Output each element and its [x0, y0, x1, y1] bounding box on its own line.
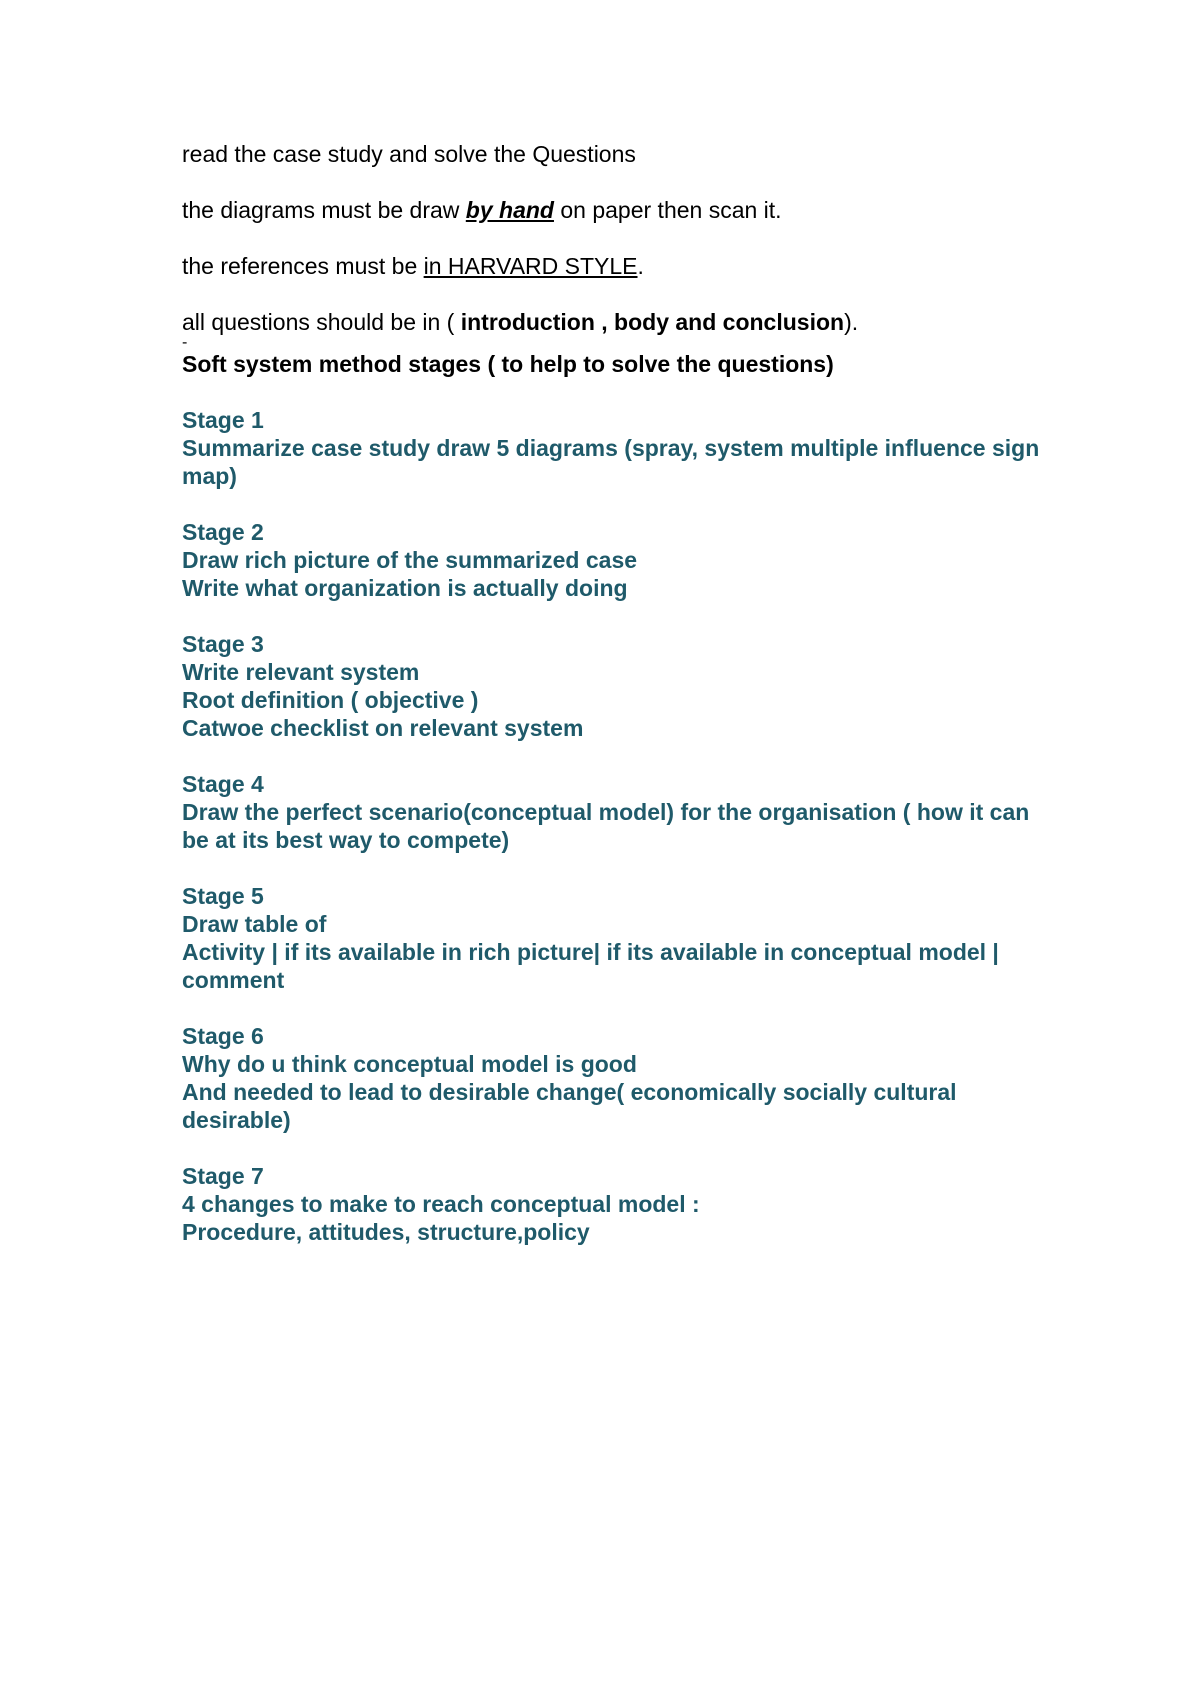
stage-title: Stage 5 [182, 883, 264, 909]
stage-block [182, 630, 1042, 742]
stage-line: Draw the perfect scenario(conceptual model) for the organisation ( how it can be at its best way to compete) [182, 799, 1030, 853]
document-content [182, 140, 1042, 1274]
instruction-references-post: . [637, 253, 644, 279]
stage-block [182, 1022, 1042, 1134]
stage-title: Stage 2 [182, 519, 264, 545]
stage-line: Root definition ( objective ) [182, 687, 479, 713]
stage-block [182, 882, 1042, 994]
by-hand-emphasis: by hand [465, 197, 554, 223]
stage-block [182, 770, 1042, 854]
instruction-read-case-text: read the case study and solve the Questions [182, 141, 636, 167]
instruction-references [182, 252, 1042, 280]
instruction-references-pre: the references must be [182, 253, 424, 279]
stages-heading: Soft system method stages ( to help to solve the questions) [182, 351, 834, 377]
stage-block [182, 1162, 1042, 1246]
stages-list [182, 406, 1042, 1246]
instruction-structure-pre: all questions should be in ( [182, 309, 461, 335]
stage-line: Write what organization is actually doing [182, 575, 628, 601]
instruction-diagrams [182, 196, 1042, 224]
stage-block [182, 518, 1042, 602]
dash-separator: - [182, 334, 188, 351]
stage-block [182, 406, 1042, 490]
stage-title: Stage 4 [182, 771, 264, 797]
stage-line: Draw table of [182, 911, 327, 937]
stage-title: Stage 7 [182, 1163, 264, 1189]
instruction-structure-post: ). [844, 309, 859, 335]
instruction-diagrams-pre: the diagrams must be draw [182, 197, 466, 223]
stage-line: Procedure, attitudes, structure,policy [182, 1219, 590, 1245]
harvard-style-underlined: in HARVARD STYLE [423, 253, 638, 279]
instruction-structure [182, 308, 1042, 336]
stage-line: Activity | if its available in rich picture| if its available in conceptual model | comment [182, 939, 999, 993]
stage-title: Stage 6 [182, 1023, 264, 1049]
stage-line: Catwoe checklist on relevant system [182, 715, 584, 741]
stage-title: Stage 3 [182, 631, 264, 657]
instruction-read-case [182, 140, 1042, 168]
stage-line: 4 changes to make to reach conceptual model : [182, 1191, 700, 1217]
structure-bold: introduction , body and conclusion [460, 309, 845, 335]
stage-title: Stage 1 [182, 407, 264, 433]
stage-line: Summarize case study draw 5 diagrams (spray, system multiple influence sign map) [182, 435, 1040, 489]
stage-line: Draw rich picture of the summarized case [182, 547, 638, 573]
instruction-diagrams-post: on paper then scan it. [553, 197, 782, 223]
stage-line: Why do u think conceptual model is good [182, 1051, 637, 1077]
stage-line: Write relevant system [182, 659, 420, 685]
stage-line: And needed to lead to desirable change( economically socially cultural desirable) [182, 1079, 957, 1133]
